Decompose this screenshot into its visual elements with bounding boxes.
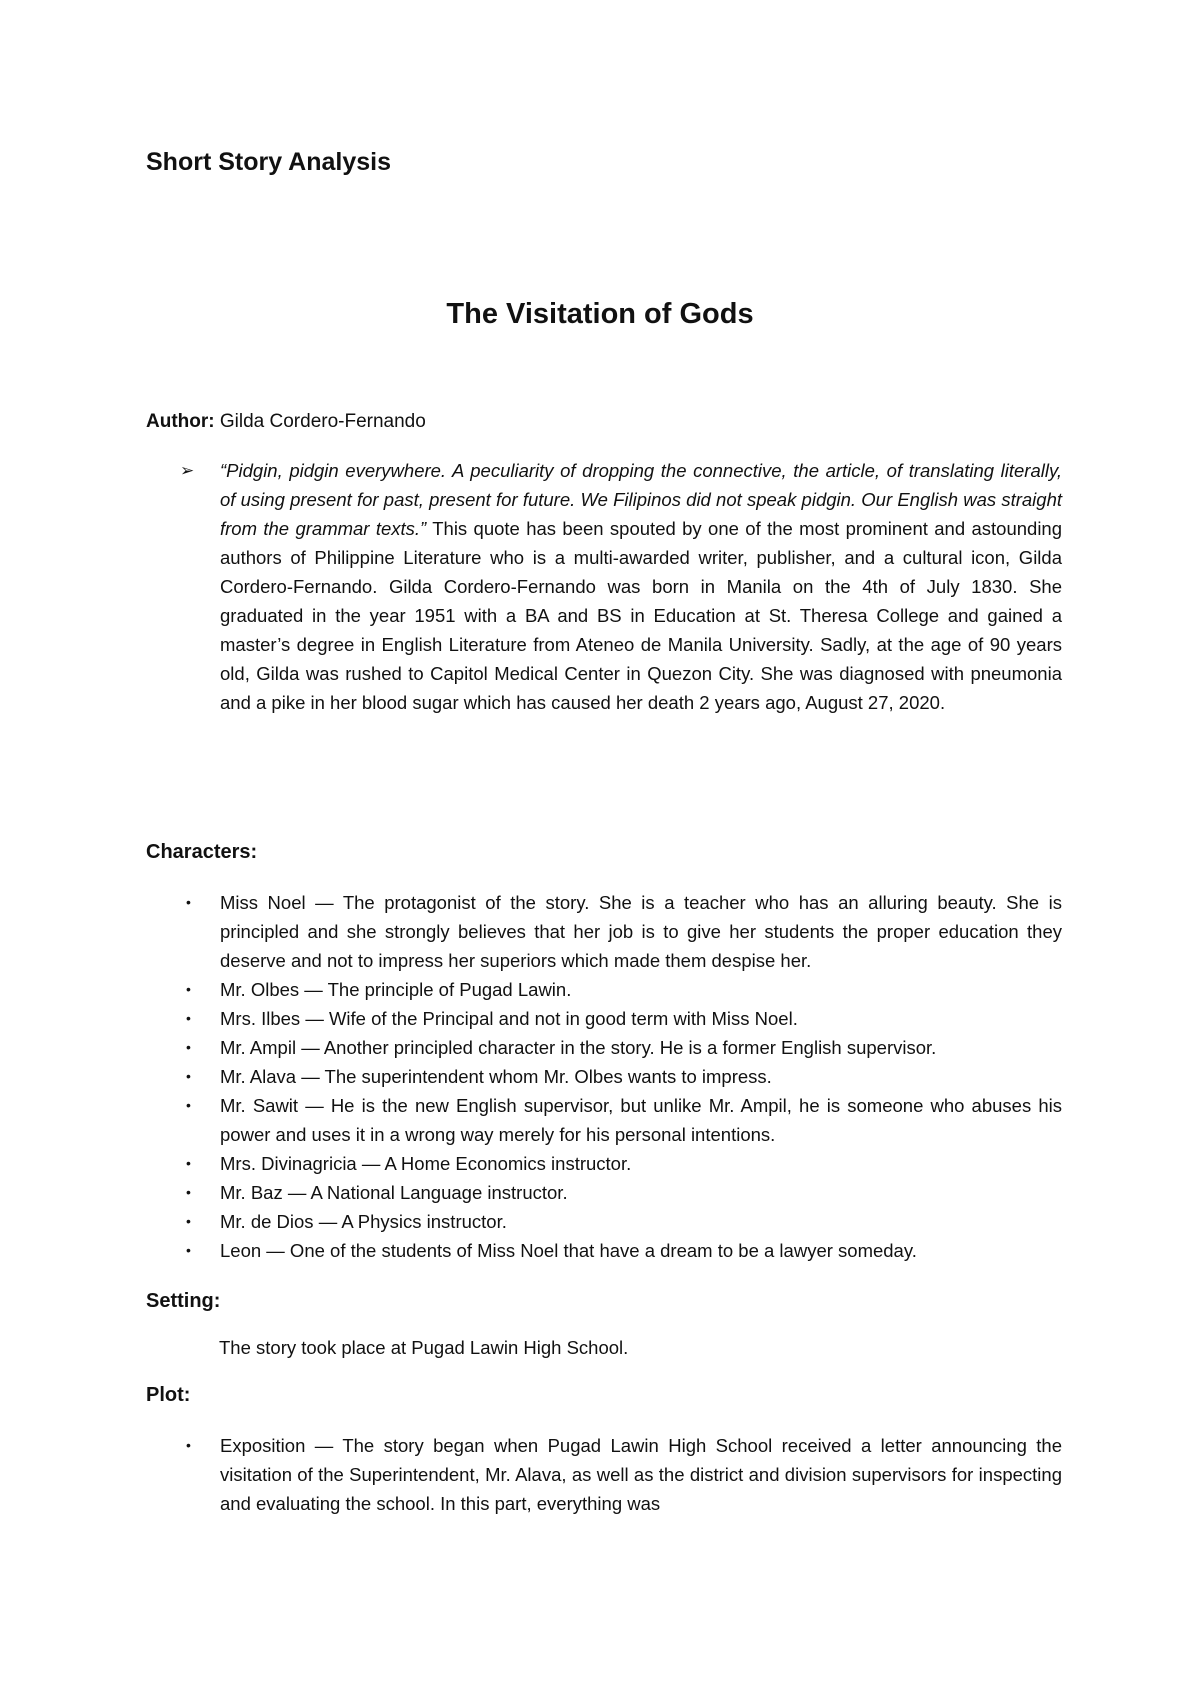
character-entry: Mr. Ampil — Another principled character in the story. He is a former English supervisor. [220,1037,937,1058]
author-quote-paragraph [220,456,1062,717]
bullet-icon: • [186,1155,191,1171]
bullet-icon: • [186,1039,191,1055]
list-item [182,1033,1062,1062]
setting-text: The story took place at Pugad Lawin High School. [219,1337,629,1358]
arrowhead-bullet-icon: ➢ [180,461,195,480]
bullet-icon: • [186,1437,191,1453]
characters-heading: Characters: [146,841,258,863]
document-heading: Short Story Analysis [146,148,391,176]
character-entry: Mr. Sawit — He is the new English supervisor, but unlike Mr. Ampil, he is someone who abuses his power and uses it in a wrong way merely for his personal intentions. [220,1095,1062,1145]
bullet-icon: • [186,1184,191,1200]
character-entry: Miss Noel — The protagonist of the story. She is a teacher who has an alluring beauty. She is principled and she strongly believes that her job is to give her students the proper education they deserve and not to impress her superiors which made them despise her. [220,892,1062,971]
plot-entry: Exposition — The story began when Pugad Lawin High School received a letter announcing the visitation of the Superintendent, Mr. Alava, as well as the district and division supervisors for inspecting and evaluating the school. In this part, everything was [220,1435,1062,1514]
list-item [182,888,1062,975]
list-item [182,975,1062,1004]
author-quote: “Pidgin, pidgin everywhere. A peculiarity of dropping the connective, the article, of translating literally, of using present for past, present for future. We Filipinos did not speak pidgin. Our English was straight from the grammar texts.” [220,460,1062,539]
bullet-icon: • [186,1213,191,1229]
list-item [182,1431,1062,1518]
character-entry: Mr. Alava — The superintendent whom Mr. Olbes wants to impress. [220,1066,772,1087]
author-quote-block [182,456,1062,717]
list-item [182,1004,1062,1033]
bullet-icon: • [186,1242,191,1258]
character-entry: Mr. Baz — A National Language instructor. [220,1182,568,1203]
list-item [182,1149,1062,1178]
bullet-icon: • [186,894,191,910]
bullet-icon: • [186,981,191,997]
list-item [182,1207,1062,1236]
author-line [146,411,426,433]
bullet-icon: • [186,1010,191,1026]
character-entry: Mr. Olbes — The principle of Pugad Lawin. [220,979,572,1000]
story-title: The Visitation of Gods [446,298,754,330]
bullet-icon: • [186,1097,191,1113]
bullet-icon: • [186,1068,191,1084]
list-item [182,1091,1062,1149]
author-bio: This quote has been spouted by one of the most prominent and astounding authors of Philippine Literature who is a multi-awarded writer, publisher, and a cultural icon, Gilda Cordero-Fernando. Gilda Cordero-Fernando was born in Manila on the 4th of July 1830. She graduated in the year 1951 with a BA and BS in Education at St. Theresa College and gained a master’s degree in English Literature from Ateneo de Manila University. Sadly, at the age of 90 years old, Gilda was rushed to Capitol Medical Center in Quezon City. She was diagnosed with pneumonia and a pike in her blood sugar which has caused her death 2 years ago, August 27, 2020. [220,518,1063,713]
characters-list [182,888,1062,1265]
list-item [182,1236,1062,1265]
plot-heading: Plot: [146,1384,191,1406]
setting-heading: Setting: [146,1290,221,1312]
list-item [182,1178,1062,1207]
list-item [182,1062,1062,1091]
character-entry: Mr. de Dios — A Physics instructor. [220,1211,507,1232]
character-entry: Leon — One of the students of Miss Noel that have a dream to be a lawyer someday. [220,1240,917,1261]
author-label: Author: [146,411,215,432]
author-name: Gilda Cordero-Fernando [219,411,426,432]
character-entry: Mrs. Ilbes — Wife of the Principal and not in good term with Miss Noel. [220,1008,798,1029]
plot-list [182,1431,1062,1518]
character-entry: Mrs. Divinagricia — A Home Economics instructor. [220,1153,632,1174]
